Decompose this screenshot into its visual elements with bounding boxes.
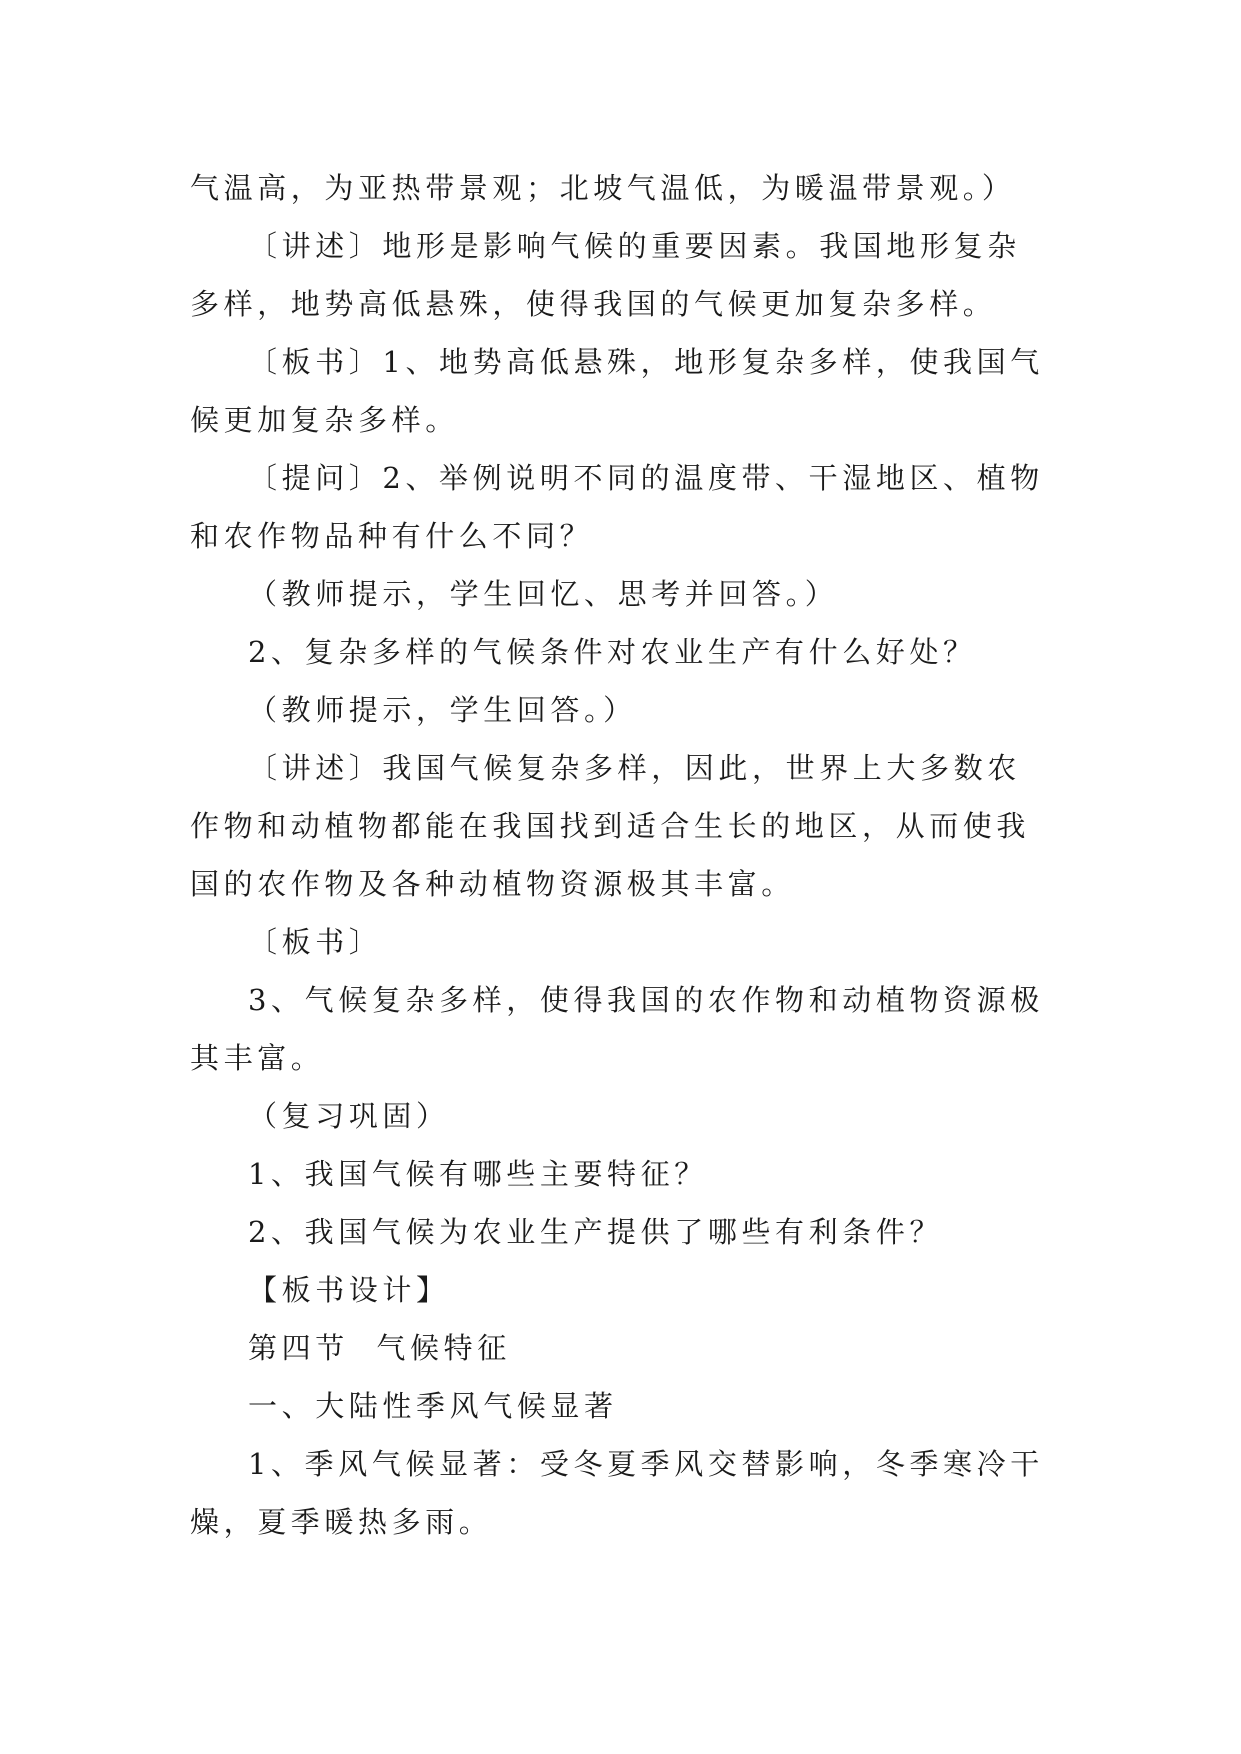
paragraph-board-note-1: 〔板书〕1、地势高低悬殊，地形复杂多样，使我国气候更加复杂多样。: [190, 345, 1044, 437]
document-body: [190, 159, 1050, 1551]
paragraph-monsoon-point: 1、季风气候显著：受冬夏季风交替影响，冬季寒冷干燥，夏季暖热多雨。: [190, 1447, 1044, 1539]
paragraph-board-heading: 〔板书〕: [248, 925, 383, 959]
paragraph-lecture-resources: 〔讲述〕我国气候复杂多样，因此，世界上大多数农作物和动植物都能在我国找到适合生长的地区，从而使我国的农作物及各种动植物资源极其丰富。: [190, 751, 1031, 901]
paragraph-question-2: 〔提问〕2、举例说明不同的温度带、干湿地区、植物和农作物品种有什么不同？: [190, 461, 1044, 553]
paragraph-board-design-heading: 【板书设计】: [248, 1273, 450, 1307]
paragraph-section-title: 第四节 气候特征: [248, 1331, 511, 1365]
paragraph-teacher-hint-2: （教师提示，学生回答。）: [248, 693, 637, 727]
paragraph-review-heading: （复习巩固）: [248, 1099, 450, 1133]
paragraph-continuation: 气温高，为亚热带景观；北坡气温低，为暖温带景观。）: [190, 171, 1016, 205]
paragraph-board-note-3: 3、气候复杂多样，使得我国的农作物和动植物资源极其丰富。: [190, 983, 1044, 1075]
paragraph-review-question-1: 1、我国气候有哪些主要特征？: [248, 1157, 708, 1191]
paragraph-question-benefit: 2、复杂多样的气候条件对农业生产有什么好处？: [248, 635, 977, 669]
paragraph-teacher-hint-1: （教师提示，学生回忆、思考并回答。）: [248, 577, 839, 611]
paragraph-review-question-2: 2、我国气候为农业生产提供了哪些有利条件？: [248, 1215, 944, 1249]
paragraph-subsection-title: 一、大陆性季风气候显著: [248, 1389, 618, 1423]
paragraph-lecture-terrain: 〔讲述〕地形是影响气候的重要因素。我国地形复杂多样，地势高低悬殊，使得我国的气候更加复杂多样。: [190, 229, 1021, 321]
